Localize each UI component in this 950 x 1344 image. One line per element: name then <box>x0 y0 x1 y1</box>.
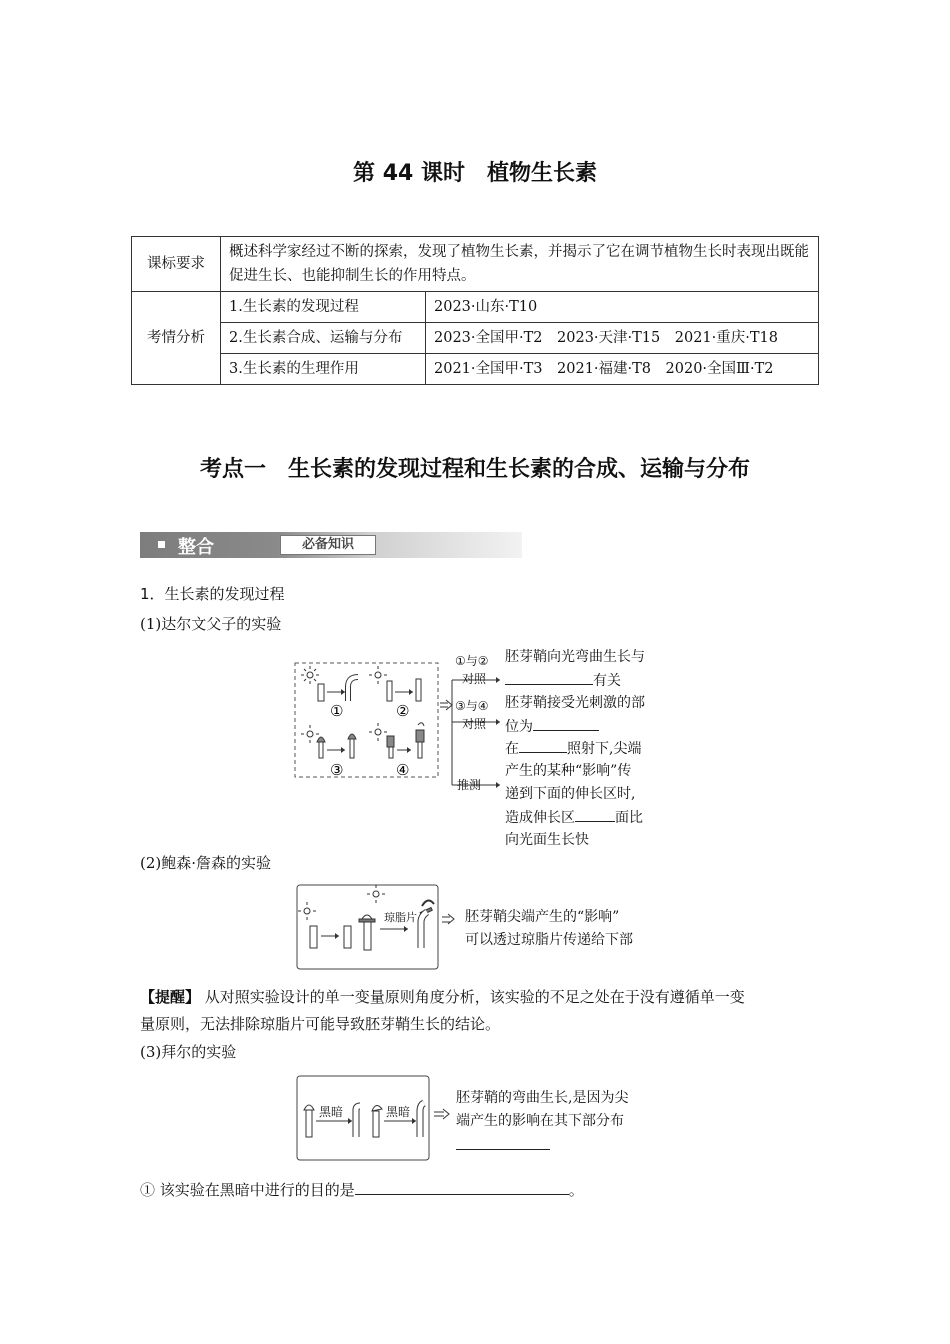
branch-sub: 对照 <box>462 717 487 731</box>
sub-heading: (3)拜尔的实验 <box>140 1043 237 1061</box>
banner-tag: 必备知识 <box>280 535 376 555</box>
double-arrow <box>442 917 450 922</box>
reminder-text: 量原则，无法排除琼脂片可能导致胚芽鞘生长的结论。 <box>140 1015 501 1033</box>
coleoptile <box>387 681 392 701</box>
inference-line <box>505 806 643 830</box>
topic-cell: 3.生长素的生理作用 <box>221 354 426 385</box>
answer-blank <box>355 1179 569 1195</box>
table-row <box>132 237 819 292</box>
inference-text: 造成伸长区 <box>505 810 575 826</box>
opaque-cap <box>317 737 325 742</box>
blank <box>505 669 593 685</box>
coleoptile <box>310 926 317 948</box>
darwin-text: 胚芽鞘向光弯曲生长与 <box>505 649 645 665</box>
inference-text: 向光面生长快 <box>505 832 589 848</box>
reminder <box>140 985 820 1009</box>
agar-label: 琼脂片 <box>384 911 417 924</box>
sun-icon <box>298 902 316 920</box>
dark-label: 黑暗 <box>319 1105 344 1119</box>
paal-text: 端产生的影响在其下部分布 <box>456 1113 624 1129</box>
sun-icon <box>369 723 387 741</box>
coleoptile <box>318 684 324 701</box>
darwin-text-line <box>505 715 599 739</box>
branch-sub: 对照 <box>462 672 487 686</box>
num-3: ③ <box>330 761 344 779</box>
question-1 <box>140 1178 584 1202</box>
banner-main: 整合 <box>178 537 214 558</box>
inference-text: 在 <box>505 741 519 757</box>
topic-cell: 2.生长素合成、运输与分布 <box>221 323 426 354</box>
boysen-text: 可以透过琼脂片传递给下部 <box>465 932 633 948</box>
opaque-sleeve <box>387 736 394 747</box>
answer-blank <box>456 1149 550 1150</box>
branch-label: 推测 <box>457 778 482 792</box>
double-arrow <box>432 1107 456 1121</box>
paal-text: 胚芽鞘的弯曲生长,是因为尖 <box>456 1090 629 1106</box>
sun-icon <box>367 885 385 903</box>
tip <box>304 1105 314 1110</box>
branch-label: ①与② <box>455 654 489 668</box>
curriculum-table <box>131 236 819 385</box>
exam-cell: 2021·全国甲·T3 2021·福建·T8 2020·全国Ⅲ·T2 <box>426 354 819 385</box>
question-end: 。 <box>568 1181 584 1199</box>
darwin-text: 有关 <box>593 673 621 689</box>
sub-heading: (1)达尔文父子的实验 <box>140 615 282 633</box>
coleoptile <box>344 926 351 948</box>
branch-label: ③与④ <box>455 699 489 713</box>
inference-text: 面比 <box>615 810 643 826</box>
table-row <box>132 323 819 354</box>
item-heading: 1．生长素的发现过程 <box>140 585 285 603</box>
boysen-text: 胚芽鞘尖端产生的“影响” <box>465 909 620 925</box>
reminder-text: 从对照实验设计的单一变量原则角度分析，该实验的不足之处在于没有遵循单一变 <box>204 988 745 1006</box>
topic-cell: 1.生长素的发现过程 <box>221 292 426 323</box>
table-row <box>132 354 819 385</box>
coleoptile <box>416 679 421 701</box>
num-2: ② <box>396 702 410 720</box>
sub-heading: (2)鲍森·詹森的实验 <box>140 854 272 872</box>
blank <box>533 715 599 731</box>
inference-line <box>505 737 641 761</box>
page-title: 第 44 课时 植物生长素 <box>353 161 597 186</box>
req-text: 概述科学家经过不断的探索，发现了植物生长素，并揭示了它在调节植物生长时表现出既能促进生长、也能抑制生长的作用特点。 <box>221 237 819 292</box>
sun-icon <box>369 666 387 684</box>
square-icon <box>158 541 165 548</box>
darwin-text-line <box>505 669 621 693</box>
table-row <box>132 292 819 323</box>
num-1: ① <box>330 702 344 720</box>
analysis-label: 考情分析 <box>132 292 221 385</box>
sun-icon <box>301 725 319 743</box>
inference-text: 递到下面的伸长区时, <box>505 786 636 802</box>
blank <box>575 806 615 822</box>
question-text: ① 该实验在黑暗中进行的目的是 <box>140 1181 355 1199</box>
exam-cell: 2023·全国甲·T2 2023·天津·T15 2021·重庆·T18 <box>426 323 819 354</box>
darwin-text: 位为 <box>505 719 533 735</box>
section-banner <box>140 532 522 558</box>
reminder-label: 【提醒】 <box>140 988 201 1006</box>
req-label: 课标要求 <box>132 237 221 292</box>
inference-text: 产生的某种“影响”传 <box>505 763 632 779</box>
darwin-text: 胚芽鞘接受光刺激的部 <box>505 695 645 711</box>
exam-cell: 2023·山东·T10 <box>426 292 819 323</box>
sun-icon <box>301 666 319 684</box>
blank <box>519 737 567 753</box>
inference-text: 照射下,尖端 <box>567 741 642 757</box>
num-4: ④ <box>396 761 410 779</box>
dark-label: 黑暗 <box>386 1105 411 1119</box>
section-title: 考点一 生长素的发现过程和生长素的合成、运输与分布 <box>199 457 750 482</box>
double-arrow <box>440 703 448 707</box>
